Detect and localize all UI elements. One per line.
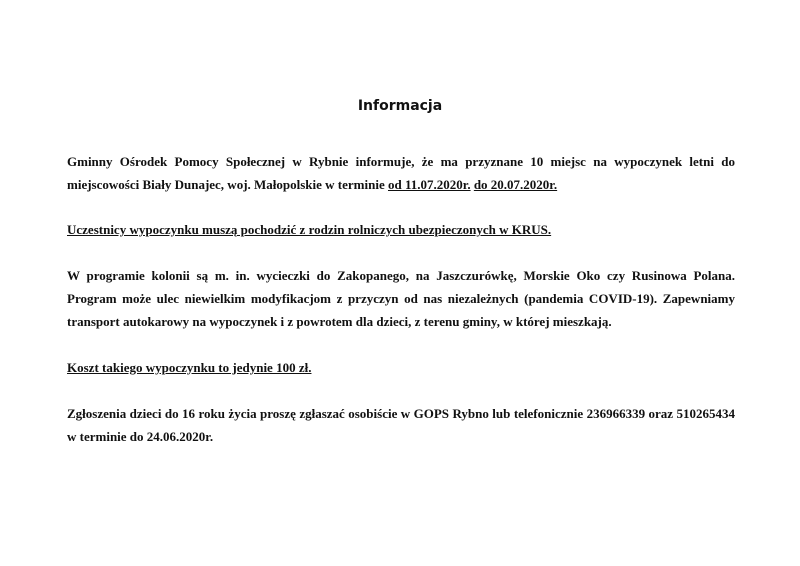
paragraph-announcement: [67, 150, 735, 196]
paragraph-program: W programie kolonii są m. in. wycieczki do Zakopanego, na Jaszczurówkę, Morskie Oko czy Rusinowa Polana. Program może ulec niewielkim modyfikacjom z przyczyn od nas niezależnych (pandemia COVID-19). Zapewniamy transport autokarowy na wypoczynek i z powrotem dla dzieci, z terenu gminy, w której mieszkają.: [67, 268, 735, 329]
paragraph-eligibility: Uczestnicy wypoczynku muszą pochodzić z rodzin rolniczych ubezpieczonych w KRUS.: [67, 222, 552, 237]
paragraph-registration: Zgłoszenia dzieci do 16 roku życia proszę zgłaszać osobiście w GOPS Rybno lub telefonicznie 236966339 oraz 510265434 w terminie do 24.06.2020r.: [67, 406, 735, 444]
announcement-text: Gminny Ośrodek Pomocy Społecznej w Rybnie informuje, że ma przyznane 10 miejsc na wypoczynek letni do miejscowości Biały Dunajec, woj. Małopolskie w terminie: [67, 154, 735, 192]
date-from: od 11.07.2020r.: [387, 177, 471, 192]
date-to: do 20.07.2020r.: [473, 177, 558, 192]
document-title: Informacja: [357, 98, 443, 114]
paragraph-cost: Koszt takiego wypoczynku to jedynie 100 zł.: [67, 360, 312, 375]
